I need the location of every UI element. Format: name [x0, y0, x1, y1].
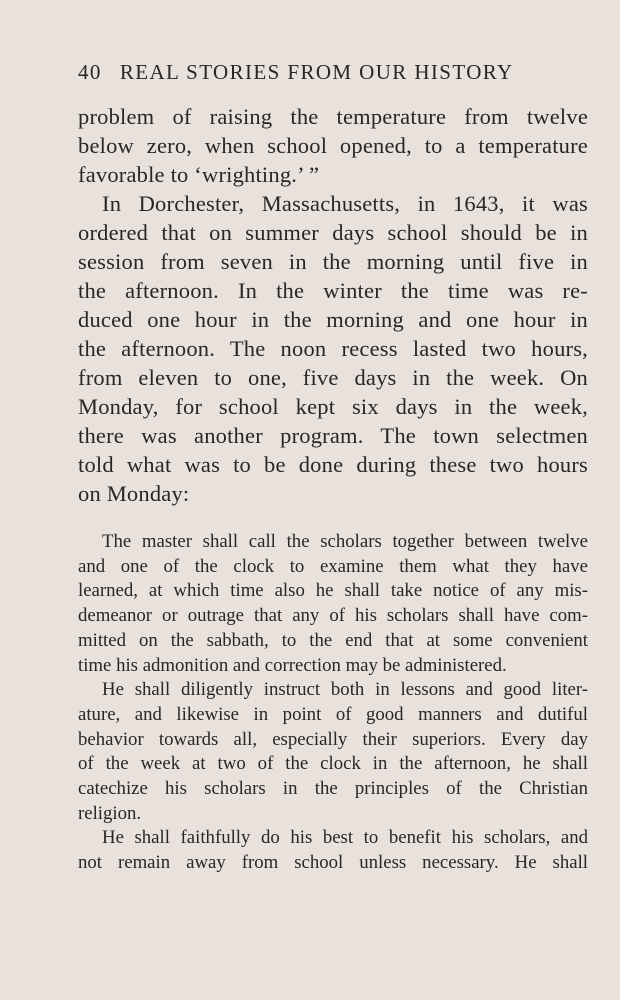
- quote-line: and one of the clock to examine them what they have: [78, 555, 588, 577]
- text-line: from eleven to one, five days in the week. On: [78, 365, 588, 390]
- quote-line: behavior towards all, especially their superiors. Every day: [78, 728, 588, 750]
- quote-line: religion.: [78, 802, 142, 824]
- text-line: below zero, when school opened, to a temperature: [78, 133, 588, 158]
- quote-line: not remain away from school unless necessary. He shall: [78, 852, 588, 874]
- text-line: told what was to be done during these two hours: [78, 452, 588, 477]
- quote-line: mitted on the sabbath, to the end that at some convenient: [78, 629, 588, 651]
- quote-line: The master shall call the scholars together between twelve: [102, 531, 588, 552]
- running-head: [78, 60, 548, 85]
- text-line: In Dorchester, Massachusetts, in 1643, it was: [102, 191, 588, 216]
- block-quote: [78, 530, 588, 876]
- text-line: Monday, for school kept six days in the week,: [78, 394, 588, 419]
- quote-line: time his admonition and correction may be administered.: [78, 654, 507, 676]
- quote-line: demeanor or outrage that any of his scholars shall have com-: [78, 605, 588, 627]
- running-title: REAL STORIES FROM OUR HISTORY: [119, 60, 514, 84]
- main-paragraphs: [78, 102, 588, 508]
- text-line: the afternoon. In the winter the time was re-: [78, 278, 588, 303]
- text-line: the afternoon. The noon recess lasted two hours,: [78, 336, 588, 361]
- text-line: ordered that on summer days school should be in: [78, 220, 588, 245]
- text-line: duced one hour in the morning and one hour in: [78, 307, 588, 332]
- text-line: problem of raising the temperature from twelve: [78, 104, 588, 129]
- quote-line: learned, at which time also he shall take notice of any mis-: [78, 580, 588, 602]
- text-line: there was another program. The town selectmen: [78, 423, 588, 448]
- quote-line: catechize his scholars in the principles of the Christian: [78, 778, 588, 800]
- text-line: session from seven in the morning until five in: [78, 249, 588, 274]
- quote-line: ature, and likewise in point of good manners and dutiful: [78, 703, 588, 725]
- page-number: 40: [78, 60, 102, 84]
- quote-line: He shall faithfully do his best to benefit his scholars, and: [102, 827, 588, 849]
- quote-line: of the week at two of the clock in the afternoon, he shall: [78, 753, 588, 775]
- text-line: on Monday:: [78, 481, 190, 506]
- quote-line: He shall diligently instruct both in lessons and good liter-: [102, 679, 588, 701]
- text-line: favorable to ‘wrighting.’ ”: [78, 162, 320, 187]
